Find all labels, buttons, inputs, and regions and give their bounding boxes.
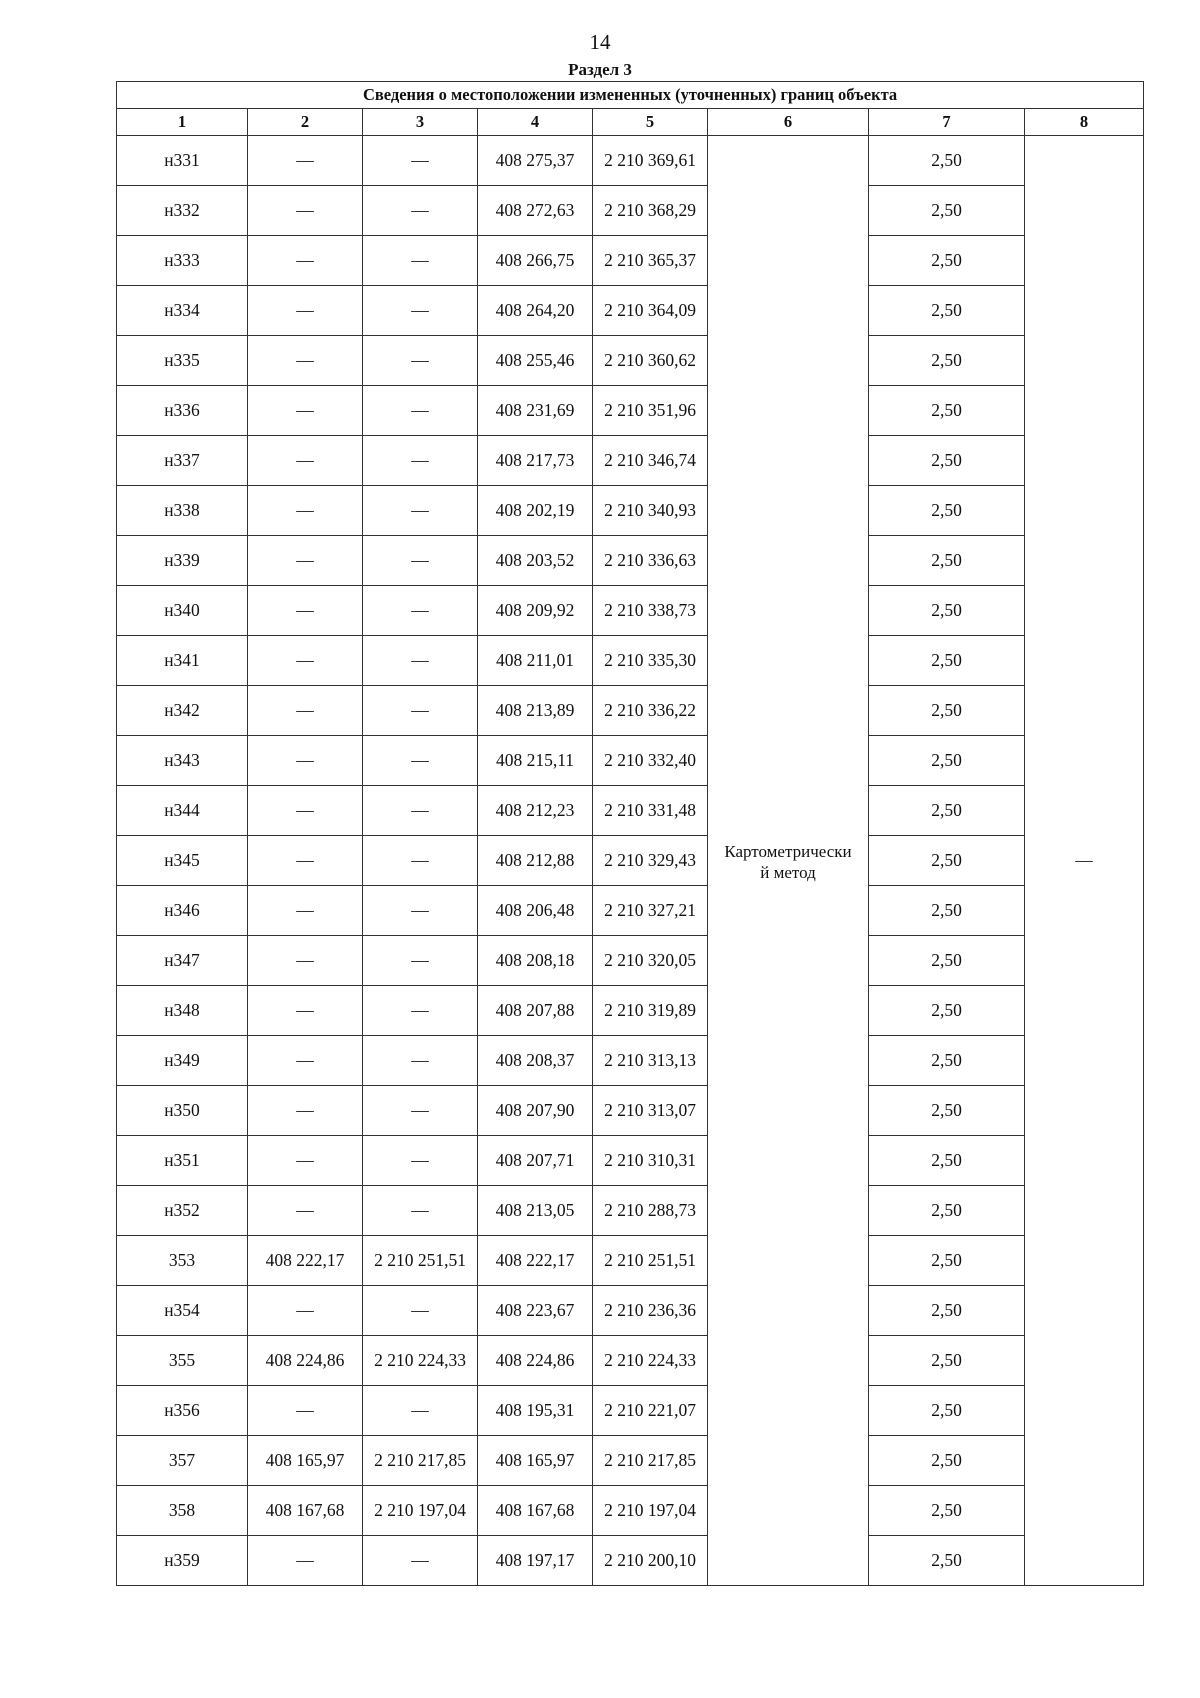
new-y-value: 2 210 331,48 (593, 786, 708, 836)
determination-method (708, 136, 869, 1586)
table-row (117, 886, 1144, 936)
old-x-value: — (248, 1086, 363, 1136)
table-row (117, 236, 1144, 286)
old-x-value: — (248, 636, 363, 686)
old-y-value: — (363, 986, 478, 1036)
old-y-value: 2 210 224,33 (363, 1336, 478, 1386)
point-label: н347 (117, 936, 248, 986)
new-x-value: 408 212,23 (478, 786, 593, 836)
old-y-value: — (363, 1286, 478, 1336)
section-title: Раздел 3 (568, 60, 632, 79)
new-y-value: 2 210 197,04 (593, 1486, 708, 1536)
new-y-value: 2 210 319,89 (593, 986, 708, 1036)
point-label: 355 (117, 1336, 248, 1386)
new-x-value: 408 266,75 (478, 236, 593, 286)
new-x-value: 408 215,11 (478, 736, 593, 786)
new-y-value: 2 210 288,73 (593, 1186, 708, 1236)
point-label: н332 (117, 186, 248, 236)
point-label: н336 (117, 386, 248, 436)
table-row (117, 636, 1144, 686)
table-row (117, 1286, 1144, 1336)
new-y-value: 2 210 313,07 (593, 1086, 708, 1136)
accuracy-value: 2,50 (869, 1336, 1025, 1386)
table-caption-row (117, 82, 1144, 109)
old-x-value: 408 222,17 (248, 1236, 363, 1286)
old-x-value: — (248, 786, 363, 836)
old-y-value: — (363, 436, 478, 486)
accuracy-value: 2,50 (869, 586, 1025, 636)
table-row (117, 186, 1144, 236)
boundary-coordinates-table (116, 81, 1144, 1586)
method-line: й метод (760, 862, 816, 882)
accuracy-value: 2,50 (869, 186, 1025, 236)
new-y-value: 2 210 336,63 (593, 536, 708, 586)
table-row (117, 936, 1144, 986)
point-label: н338 (117, 486, 248, 536)
point-label: 358 (117, 1486, 248, 1536)
table-caption: Сведения о местоположении измененных (уточненных) границ объекта (117, 82, 1144, 109)
new-y-value: 2 210 336,22 (593, 686, 708, 736)
accuracy-value: 2,50 (869, 1186, 1025, 1236)
point-label: н342 (117, 686, 248, 736)
table-row (117, 486, 1144, 536)
point-label: н333 (117, 236, 248, 286)
point-label: н349 (117, 1036, 248, 1086)
point-label: н339 (117, 536, 248, 586)
point-label: н352 (117, 1186, 248, 1236)
column-number: 3 (363, 109, 478, 136)
table-body (117, 136, 1144, 1586)
old-y-value: — (363, 186, 478, 236)
new-y-value: 2 210 217,85 (593, 1436, 708, 1486)
point-label: н331 (117, 136, 248, 186)
column-8-value: — (1025, 136, 1144, 1586)
old-y-value: — (363, 536, 478, 586)
new-y-value: 2 210 364,09 (593, 286, 708, 336)
table-row (117, 536, 1144, 586)
new-y-value: 2 210 327,21 (593, 886, 708, 936)
accuracy-value: 2,50 (869, 486, 1025, 536)
new-x-value: 408 213,05 (478, 1186, 593, 1236)
new-x-value: 408 272,63 (478, 186, 593, 236)
old-x-value: — (248, 286, 363, 336)
point-label: н354 (117, 1286, 248, 1336)
new-x-value: 408 222,17 (478, 1236, 593, 1286)
column-number: 5 (593, 109, 708, 136)
point-label: 353 (117, 1236, 248, 1286)
new-y-value: 2 210 332,40 (593, 736, 708, 786)
table-row (117, 1186, 1144, 1236)
accuracy-value: 2,50 (869, 1236, 1025, 1286)
accuracy-value: 2,50 (869, 1536, 1025, 1586)
point-label: н356 (117, 1386, 248, 1436)
new-y-value: 2 210 313,13 (593, 1036, 708, 1086)
old-y-value: — (363, 1086, 478, 1136)
table-row (117, 586, 1144, 636)
new-y-value: 2 210 368,29 (593, 186, 708, 236)
new-x-value: 408 203,52 (478, 536, 593, 586)
point-label: н346 (117, 886, 248, 936)
old-x-value: — (248, 1386, 363, 1436)
accuracy-value: 2,50 (869, 286, 1025, 336)
old-x-value: — (248, 1186, 363, 1236)
old-x-value: — (248, 1286, 363, 1336)
new-y-value: 2 210 351,96 (593, 386, 708, 436)
table-row (117, 1536, 1144, 1586)
new-x-value: 408 212,88 (478, 836, 593, 886)
new-y-value: 2 210 251,51 (593, 1236, 708, 1286)
old-x-value: 408 167,68 (248, 1486, 363, 1536)
old-x-value: — (248, 686, 363, 736)
column-number: 1 (117, 109, 248, 136)
accuracy-value: 2,50 (869, 1436, 1025, 1486)
old-y-value: 2 210 197,04 (363, 1486, 478, 1536)
accuracy-value: 2,50 (869, 786, 1025, 836)
old-x-value: — (248, 986, 363, 1036)
point-label: 357 (117, 1436, 248, 1486)
old-y-value: — (363, 736, 478, 786)
new-y-value: 2 210 200,10 (593, 1536, 708, 1586)
table-row (117, 986, 1144, 1036)
new-y-value: 2 210 340,93 (593, 486, 708, 536)
old-y-value: — (363, 836, 478, 886)
column-number: 7 (869, 109, 1025, 136)
old-x-value: 408 224,86 (248, 1336, 363, 1386)
new-x-value: 408 213,89 (478, 686, 593, 736)
old-x-value: — (248, 1536, 363, 1586)
new-x-value: 408 208,37 (478, 1036, 593, 1086)
column-number: 4 (478, 109, 593, 136)
table-row (117, 786, 1144, 836)
new-x-value: 408 209,92 (478, 586, 593, 636)
point-label: н350 (117, 1086, 248, 1136)
table-row (117, 1486, 1144, 1536)
new-y-value: 2 210 310,31 (593, 1136, 708, 1186)
old-y-value: — (363, 1136, 478, 1186)
old-y-value: — (363, 236, 478, 286)
table-row (117, 1136, 1144, 1186)
new-y-value: 2 210 224,33 (593, 1336, 708, 1386)
old-y-value: — (363, 386, 478, 436)
new-x-value: 408 275,37 (478, 136, 593, 186)
accuracy-value: 2,50 (869, 686, 1025, 736)
old-x-value: — (248, 736, 363, 786)
new-x-value: 408 217,73 (478, 436, 593, 486)
table-row (117, 736, 1144, 786)
old-x-value: 408 165,97 (248, 1436, 363, 1486)
table-row (117, 336, 1144, 386)
new-x-value: 408 207,90 (478, 1086, 593, 1136)
old-x-value: — (248, 586, 363, 636)
point-label: н340 (117, 586, 248, 636)
new-x-value: 408 195,31 (478, 1386, 593, 1436)
old-y-value: — (363, 1186, 478, 1236)
old-x-value: — (248, 1036, 363, 1086)
method-line: Картометрически (724, 841, 852, 861)
new-x-value: 408 197,17 (478, 1536, 593, 1586)
accuracy-value: 2,50 (869, 236, 1025, 286)
old-x-value: — (248, 186, 363, 236)
new-x-value: 408 231,69 (478, 386, 593, 436)
old-y-value: — (363, 686, 478, 736)
old-y-value: — (363, 286, 478, 336)
point-label: н359 (117, 1536, 248, 1586)
new-y-value: 2 210 360,62 (593, 336, 708, 386)
old-x-value: — (248, 836, 363, 886)
new-x-value: 408 207,71 (478, 1136, 593, 1186)
table-row (117, 1236, 1144, 1286)
accuracy-value: 2,50 (869, 1486, 1025, 1536)
accuracy-value: 2,50 (869, 836, 1025, 886)
new-y-value: 2 210 346,74 (593, 436, 708, 486)
old-y-value: — (363, 936, 478, 986)
table-row (117, 836, 1144, 886)
new-y-value: 2 210 329,43 (593, 836, 708, 886)
table-row (117, 136, 1144, 186)
old-x-value: — (248, 386, 363, 436)
old-x-value: — (248, 486, 363, 536)
old-x-value: — (248, 236, 363, 286)
point-label: н344 (117, 786, 248, 836)
accuracy-value: 2,50 (869, 1286, 1025, 1336)
accuracy-value: 2,50 (869, 636, 1025, 686)
new-x-value: 408 167,68 (478, 1486, 593, 1536)
new-x-value: 408 202,19 (478, 486, 593, 536)
accuracy-value: 2,50 (869, 936, 1025, 986)
table-row (117, 286, 1144, 336)
column-number-row (117, 109, 1144, 136)
new-x-value: 408 224,86 (478, 1336, 593, 1386)
point-label: н343 (117, 736, 248, 786)
accuracy-value: 2,50 (869, 136, 1025, 186)
point-label: н345 (117, 836, 248, 886)
new-x-value: 408 264,20 (478, 286, 593, 336)
accuracy-value: 2,50 (869, 436, 1025, 486)
new-x-value: 408 223,67 (478, 1286, 593, 1336)
accuracy-value: 2,50 (869, 1386, 1025, 1436)
accuracy-value: 2,50 (869, 1136, 1025, 1186)
new-y-value: 2 210 335,30 (593, 636, 708, 686)
table-row (117, 1436, 1144, 1486)
old-x-value: — (248, 136, 363, 186)
point-label: н334 (117, 286, 248, 336)
new-y-value: 2 210 365,37 (593, 236, 708, 286)
old-x-value: — (248, 336, 363, 386)
table-row (117, 1386, 1144, 1436)
point-label: н341 (117, 636, 248, 686)
new-x-value: 408 207,88 (478, 986, 593, 1036)
old-y-value: — (363, 486, 478, 536)
old-y-value: 2 210 251,51 (363, 1236, 478, 1286)
column-number: 8 (1025, 109, 1144, 136)
old-y-value: — (363, 136, 478, 186)
old-y-value: — (363, 786, 478, 836)
accuracy-value: 2,50 (869, 386, 1025, 436)
old-x-value: — (248, 886, 363, 936)
point-label: н335 (117, 336, 248, 386)
accuracy-value: 2,50 (869, 886, 1025, 936)
table-row (117, 686, 1144, 736)
column-number: 6 (708, 109, 869, 136)
accuracy-value: 2,50 (869, 1086, 1025, 1136)
old-y-value: — (363, 586, 478, 636)
new-y-value: 2 210 320,05 (593, 936, 708, 986)
point-label: н351 (117, 1136, 248, 1186)
new-y-value: 2 210 236,36 (593, 1286, 708, 1336)
table-row (117, 436, 1144, 486)
point-label: н337 (117, 436, 248, 486)
table-row (117, 1036, 1144, 1086)
old-y-value: — (363, 1536, 478, 1586)
old-y-value: — (363, 336, 478, 386)
old-x-value: — (248, 1136, 363, 1186)
old-y-value: — (363, 1036, 478, 1086)
accuracy-value: 2,50 (869, 536, 1025, 586)
new-x-value: 408 206,48 (478, 886, 593, 936)
new-y-value: 2 210 221,07 (593, 1386, 708, 1436)
accuracy-value: 2,50 (869, 336, 1025, 386)
table-row (117, 1336, 1144, 1386)
old-y-value: — (363, 636, 478, 686)
new-x-value: 408 165,97 (478, 1436, 593, 1486)
accuracy-value: 2,50 (869, 1036, 1025, 1086)
table-row (117, 386, 1144, 436)
new-y-value: 2 210 369,61 (593, 136, 708, 186)
point-label: н348 (117, 986, 248, 1036)
column-number: 2 (248, 109, 363, 136)
accuracy-value: 2,50 (869, 986, 1025, 1036)
new-x-value: 408 255,46 (478, 336, 593, 386)
old-y-value: — (363, 886, 478, 936)
page-number: 14 (589, 30, 611, 54)
new-y-value: 2 210 338,73 (593, 586, 708, 636)
table-row (117, 1086, 1144, 1136)
old-x-value: — (248, 936, 363, 986)
new-x-value: 408 208,18 (478, 936, 593, 986)
old-x-value: — (248, 436, 363, 486)
new-x-value: 408 211,01 (478, 636, 593, 686)
old-y-value: 2 210 217,85 (363, 1436, 478, 1486)
accuracy-value: 2,50 (869, 736, 1025, 786)
old-x-value: — (248, 536, 363, 586)
old-y-value: — (363, 1386, 478, 1436)
